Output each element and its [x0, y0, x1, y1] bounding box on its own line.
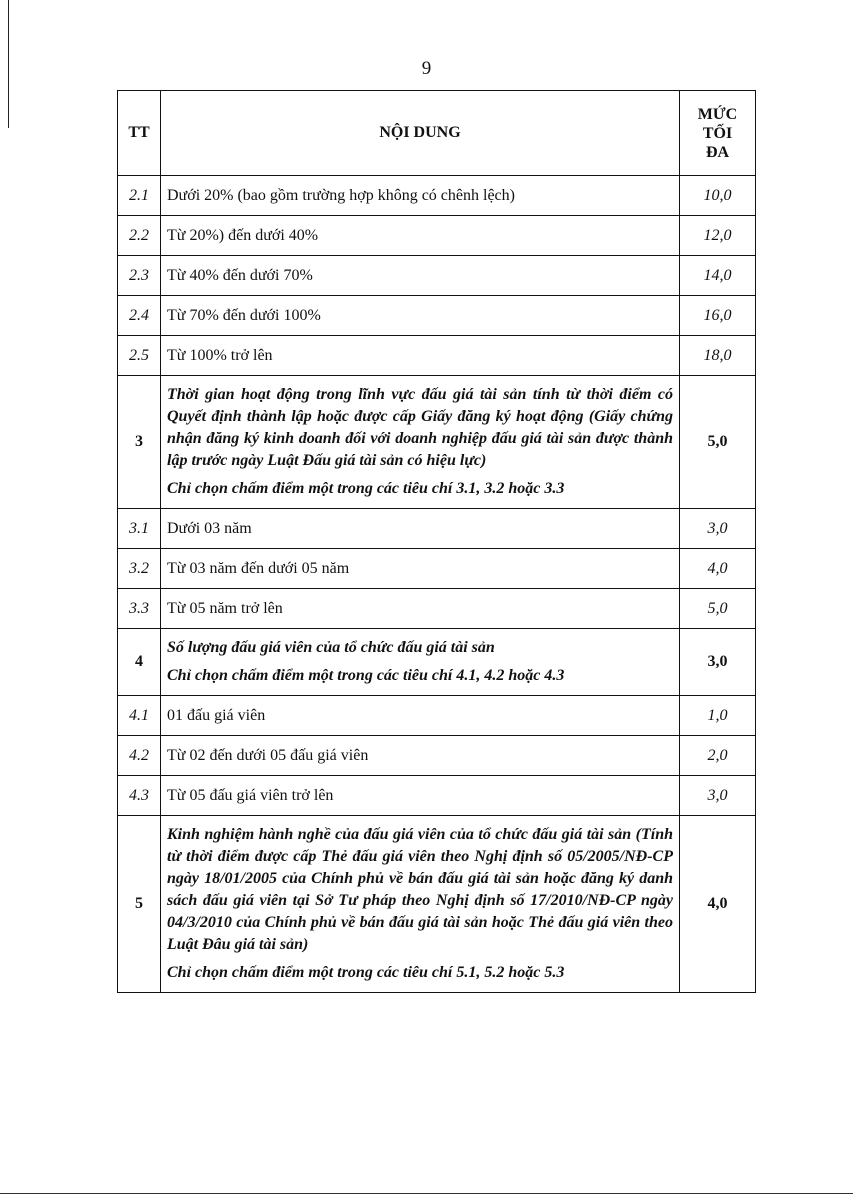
row-content-cell	[161, 589, 680, 629]
row-max-score: 10,0	[680, 176, 756, 216]
row-content-cell	[161, 736, 680, 776]
criterion-row	[118, 816, 756, 993]
row-content: Kinh nghiệm hành nghề của đấu giá viên của tổ chức đấu giá tài sản (Tính từ thời điểm được cấp Thẻ đấu giá viên theo Nghị định số 05/2005/NĐ-CP ngày 18/01/2005 của Chính phủ về bán đấu giá tài sản hoặc đăng ký danh sách đấu giá viên tại Sở Tư pháp theo Nghị định số 17/2010/NĐ-CP ngày 04/3/2010 của Chính phủ về bán đấu giá tài sản hoặc Thẻ đấu giá viên theo Luật Đâu giá tài sản)	[167, 826, 673, 953]
row-number: 3.3	[118, 589, 161, 629]
criterion-row	[118, 629, 756, 696]
row-number: 2.1	[118, 176, 161, 216]
row-content-cell	[161, 629, 680, 696]
row-content: Từ 20%) đến dưới 40%	[167, 226, 319, 244]
row-selection-note: Chỉ chọn chấm điểm một trong các tiêu chí 5.1, 5.2 hoặc 5.3	[167, 964, 565, 981]
row-content: Từ 02 đến dưới 05 đấu giá viên	[167, 746, 369, 764]
sub-criterion-row	[118, 256, 756, 296]
row-number: 4.3	[118, 776, 161, 816]
row-content: Dưới 20% (bao gồm trường hợp không có chênh lệch)	[167, 186, 515, 204]
row-number: 3.1	[118, 509, 161, 549]
row-content-cell	[161, 376, 680, 509]
row-number: 2.3	[118, 256, 161, 296]
row-number: 2.5	[118, 336, 161, 376]
row-content-cell	[161, 509, 680, 549]
row-max-score: 14,0	[680, 256, 756, 296]
header-max-score: MỨC TỐI ĐA	[680, 91, 756, 176]
row-number: 4	[118, 629, 161, 696]
sub-criterion-row	[118, 776, 756, 816]
row-content: Từ 40% đến dưới 70%	[167, 266, 313, 284]
row-selection-note: Chỉ chọn chấm điểm một trong các tiêu chí 4.1, 4.2 hoặc 4.3	[167, 667, 565, 684]
row-number: 5	[118, 816, 161, 993]
row-content: Dưới 03 năm	[167, 519, 252, 537]
row-content: Số lượng đấu giá viên của tổ chức đấu giá tài sản	[167, 639, 495, 656]
row-content-cell	[161, 549, 680, 589]
row-content-cell	[161, 776, 680, 816]
row-content: Từ 03 năm đến dưới 05 năm	[167, 559, 350, 577]
row-content: Thời gian hoạt động trong lĩnh vực đấu giá tài sản tính từ thời điểm có Quyết định thành lập hoặc được cấp Giấy đăng ký hoạt động (Giấy chứng nhận đăng ký kinh doanh đối với doanh nghiệp đấu giá tài sản được thành lập trước ngày Luật Đấu giá tài sản có hiệu lực)	[167, 386, 673, 469]
header-tt: TT	[118, 91, 161, 176]
row-max-score: 5,0	[680, 589, 756, 629]
table-header-row	[118, 91, 756, 176]
row-number: 3	[118, 376, 161, 509]
row-content-cell	[161, 336, 680, 376]
row-max-score: 4,0	[680, 549, 756, 589]
criterion-row	[118, 376, 756, 509]
row-number: 3.2	[118, 549, 161, 589]
sub-criterion-row	[118, 736, 756, 776]
sub-criterion-row	[118, 296, 756, 336]
row-max-score: 4,0	[680, 816, 756, 993]
sub-criterion-row	[118, 589, 756, 629]
row-content-cell	[161, 256, 680, 296]
row-content-cell	[161, 296, 680, 336]
row-number: 4.1	[118, 696, 161, 736]
row-content: Từ 100% trở lên	[167, 346, 273, 364]
row-max-score: 12,0	[680, 216, 756, 256]
row-max-score: 5,0	[680, 376, 756, 509]
row-max-score: 3,0	[680, 776, 756, 816]
page-bottom-rule	[0, 1193, 853, 1194]
sub-criterion-row	[118, 216, 756, 256]
row-max-score: 1,0	[680, 696, 756, 736]
row-max-score: 3,0	[680, 629, 756, 696]
row-content-cell	[161, 816, 680, 993]
sub-criterion-row	[118, 696, 756, 736]
row-number: 2.2	[118, 216, 161, 256]
row-max-score: 18,0	[680, 336, 756, 376]
table-body	[118, 176, 756, 993]
row-content: Từ 70% đến dưới 100%	[167, 306, 321, 324]
row-max-score: 2,0	[680, 736, 756, 776]
row-content: 01 đấu giá viên	[167, 706, 266, 724]
row-max-score: 3,0	[680, 509, 756, 549]
row-content-cell	[161, 696, 680, 736]
row-content-cell	[161, 176, 680, 216]
page-number: 9	[421, 58, 432, 79]
sub-criterion-row	[118, 336, 756, 376]
sub-criterion-row	[118, 549, 756, 589]
row-max-score: 16,0	[680, 296, 756, 336]
sub-criterion-row	[118, 509, 756, 549]
scoring-table	[117, 90, 756, 993]
row-content: Từ 05 năm trở lên	[167, 599, 283, 617]
sub-criterion-row	[118, 176, 756, 216]
row-content: Từ 05 đấu giá viên trở lên	[167, 786, 334, 804]
header-content: NỘI DUNG	[161, 91, 680, 176]
row-number: 4.2	[118, 736, 161, 776]
row-selection-note: Chỉ chọn chấm điểm một trong các tiêu chí 3.1, 3.2 hoặc 3.3	[167, 480, 565, 497]
row-content-cell	[161, 216, 680, 256]
row-number: 2.4	[118, 296, 161, 336]
